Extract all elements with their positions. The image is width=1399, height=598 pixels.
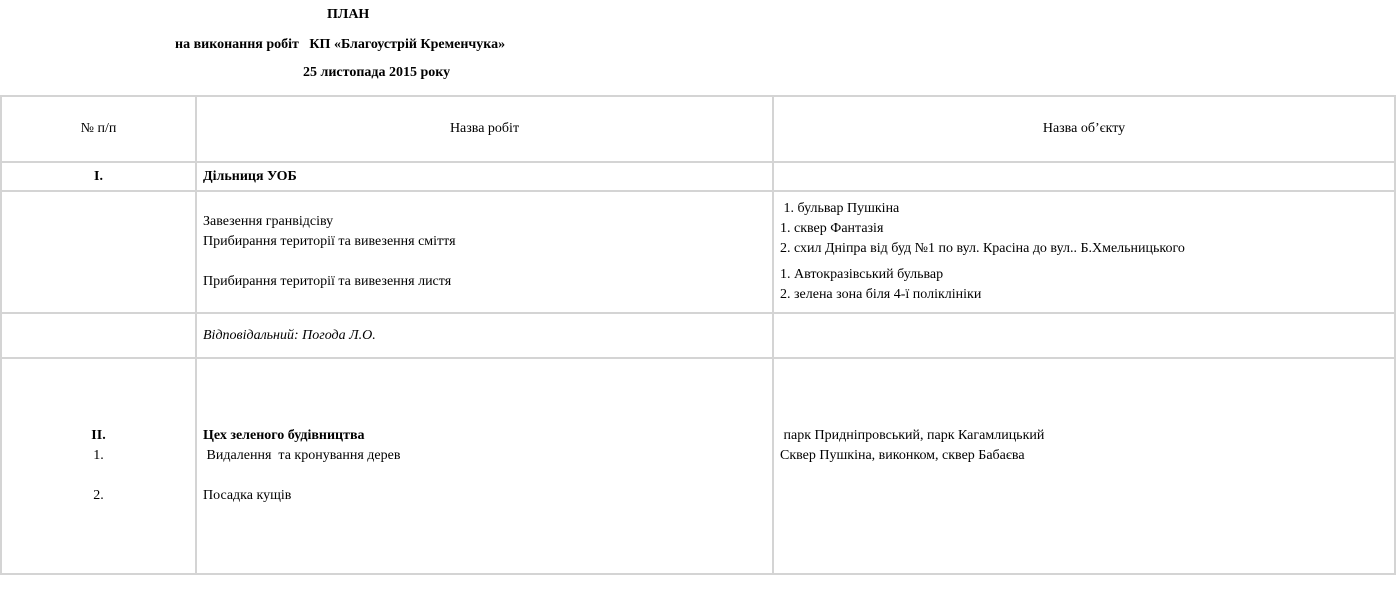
column-header-number: № п/п bbox=[1, 96, 196, 162]
objects-cell bbox=[773, 358, 1395, 574]
objects-cell bbox=[773, 191, 1395, 313]
document-title: ПЛАН bbox=[327, 7, 370, 22]
works-cell bbox=[196, 358, 773, 574]
document-subtitle: на виконання робіт КП «Благоустрій Кременчука» bbox=[175, 37, 506, 52]
column-header-objects: Назва об’єкту bbox=[773, 96, 1395, 162]
work-item: Прибирання території та вивезення листя bbox=[203, 274, 452, 289]
table-row bbox=[1, 191, 1395, 313]
object-item: 1. бульвар Пушкіна bbox=[780, 201, 900, 216]
object-item: 2. схил Дніпра від буд №1 по вул. Красіна до вул.. Б.Хмельницького bbox=[780, 241, 1185, 256]
section-title: Дільниця УОБ bbox=[196, 162, 773, 191]
section-number: ІІ. bbox=[91, 428, 106, 443]
section-number: І. bbox=[1, 162, 196, 191]
work-item: Посадка кущів bbox=[203, 488, 292, 503]
object-item: 2. зелена зона біля 4-ї поліклініки bbox=[780, 287, 982, 302]
object-item: 1. сквер Фантазія bbox=[780, 221, 884, 236]
document-date: 25 листопада 2015 року bbox=[303, 65, 451, 80]
section2-number-cell bbox=[1, 358, 196, 574]
object-item: парк Придніпровський, парк Кагамлицький bbox=[780, 428, 1045, 443]
section-title: Цех зеленого будівництва bbox=[203, 428, 365, 443]
empty-cell bbox=[773, 313, 1395, 358]
empty-cell bbox=[1, 191, 196, 313]
object-item: 1. Автокразівський бульвар bbox=[780, 267, 944, 282]
work-item: Прибирання території та вивезення сміття bbox=[203, 234, 456, 249]
empty-cell bbox=[773, 162, 1395, 191]
table-row bbox=[1, 162, 1395, 191]
empty-cell bbox=[1, 313, 196, 358]
column-header-works: Назва робіт bbox=[196, 96, 773, 162]
work-item: Завезення гранвідсіву bbox=[203, 214, 334, 229]
plan-table bbox=[0, 95, 1396, 575]
work-item: Видалення та кронування дерев bbox=[203, 448, 401, 463]
table-row bbox=[1, 358, 1395, 574]
object-item: Сквер Пушкіна, виконком, сквер Бабаєва bbox=[780, 448, 1025, 463]
works-cell bbox=[196, 191, 773, 313]
table-row bbox=[1, 313, 1395, 358]
item-number: 1. bbox=[93, 448, 104, 463]
responsible-person: Відповідальний: Погода Л.О. bbox=[196, 313, 773, 358]
table-header-row bbox=[1, 96, 1395, 162]
item-number: 2. bbox=[93, 488, 104, 503]
